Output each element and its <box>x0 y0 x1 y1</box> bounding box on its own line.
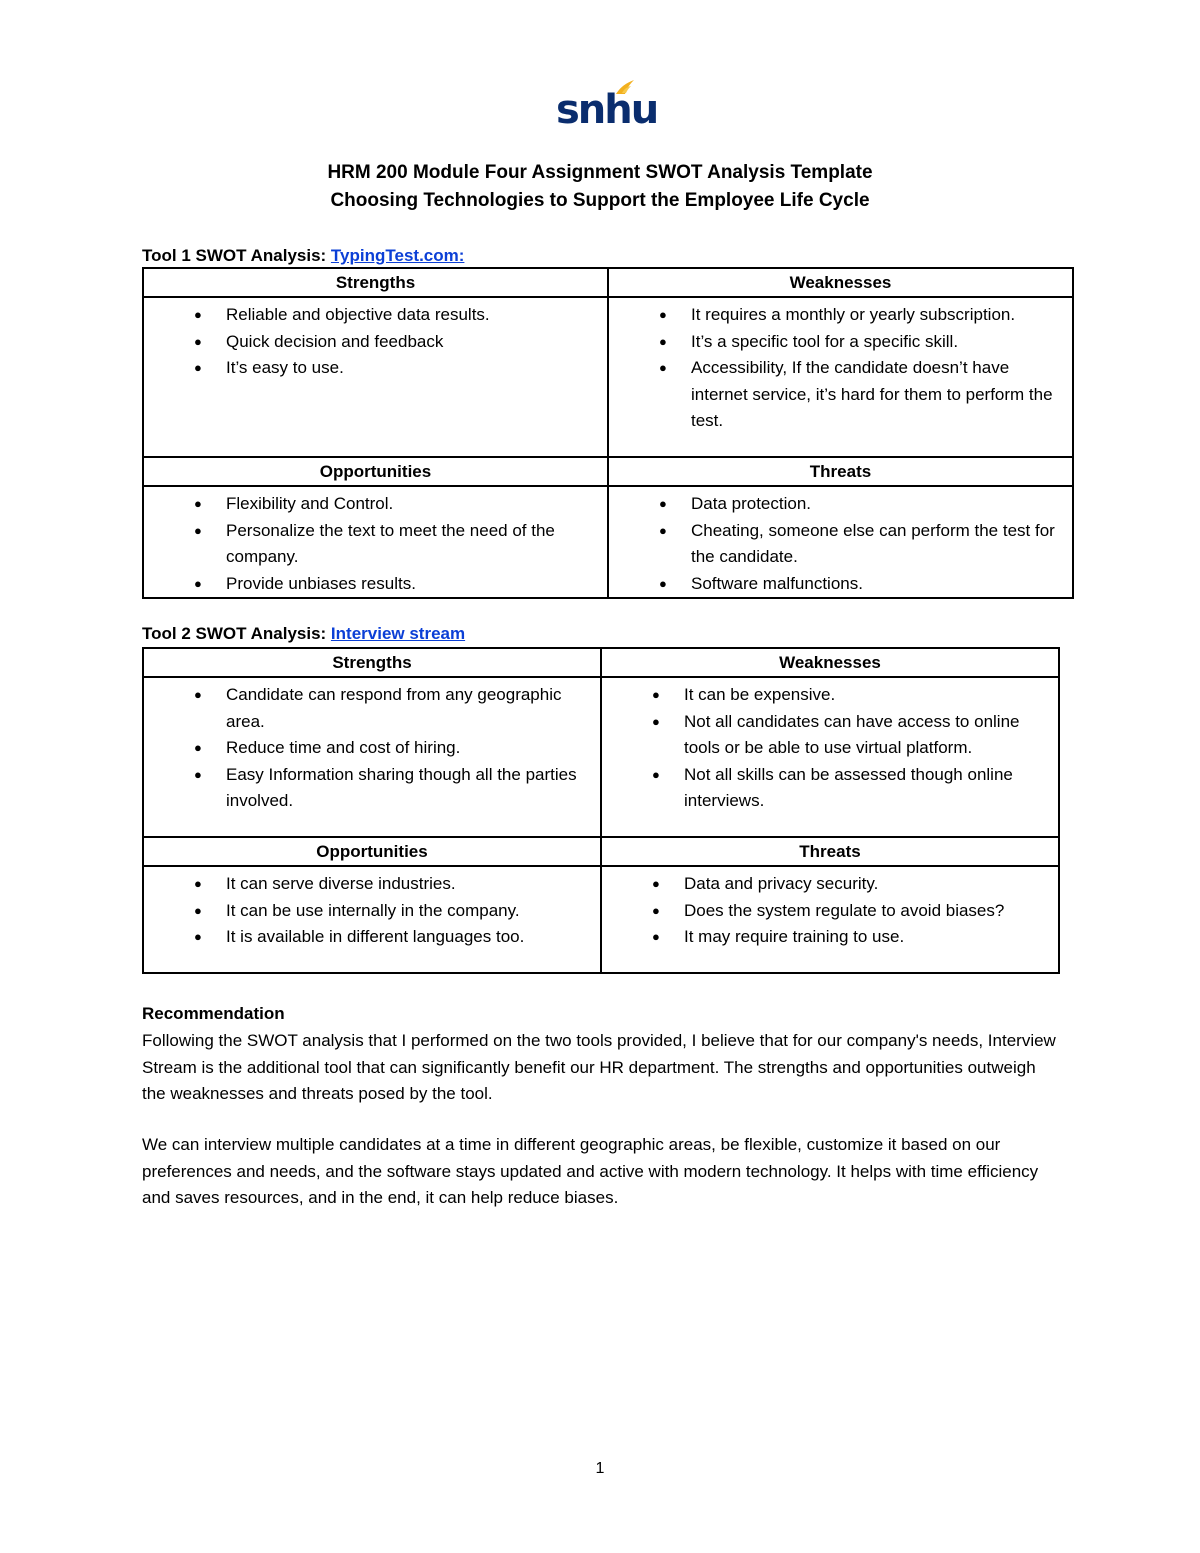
list-item: ● Quick decision and feedback <box>144 329 607 356</box>
list-item: ● It requires a monthly or yearly subscription. <box>609 302 1072 329</box>
recommendation-heading: Recommendation <box>142 1004 285 1023</box>
tool1-threats-header: Threats <box>608 457 1073 486</box>
list-item: ● Does the system regulate to avoid biases? <box>602 898 1058 925</box>
tool1-weaknesses-list <box>609 298 1072 435</box>
tool2-weaknesses-cell <box>601 677 1059 837</box>
tool2-threats-list <box>602 867 1058 951</box>
list-item: ● It can be expensive. <box>602 682 1058 709</box>
tool1-strengths-header: Strengths <box>143 268 608 297</box>
tool2-strengths-header: Strengths <box>143 648 601 677</box>
tool1-threats-list <box>609 487 1072 597</box>
list-item: ● It’s a specific tool for a specific skill. <box>609 329 1072 356</box>
tool1-swot-table <box>142 267 1074 599</box>
list-item: ● Provide unbiases results. <box>144 571 607 598</box>
tool2-weaknesses-header: Weaknesses <box>601 648 1059 677</box>
tool2-swot-table <box>142 647 1060 974</box>
tool2-strengths-cell <box>143 677 601 837</box>
tool1-strengths-cell <box>143 297 608 457</box>
list-item: ● Reduce time and cost of hiring. <box>144 735 600 762</box>
list-item: ● Software malfunctions. <box>609 571 1072 598</box>
tool1-threats-cell <box>608 486 1073 598</box>
list-item: ● Data and privacy security. <box>602 871 1058 898</box>
document-subtitle: Choosing Technologies to Support the Employee Life Cycle <box>330 190 870 211</box>
tool2-threats-header: Threats <box>601 837 1059 866</box>
list-item: ● It is available in different languages too. <box>144 924 600 951</box>
tool1-heading <box>142 245 464 267</box>
tool1-label: Tool 1 SWOT Analysis: <box>142 246 331 265</box>
tool2-opportunities-cell <box>143 866 601 973</box>
list-item: ● Personalize the text to meet the need of the company. <box>144 518 607 571</box>
list-item: ● It may require training to use. <box>602 924 1058 951</box>
list-item: ● Cheating, someone else can perform the test for the candidate. <box>609 518 1072 571</box>
snhu-logo <box>556 78 658 134</box>
tool1-weaknesses-header: Weaknesses <box>608 268 1073 297</box>
tool2-opportunities-list <box>144 867 600 951</box>
recommendation-paragraph-2: We can interview multiple candidates at a time in different geographic areas, be flexible, customize it based on our preferences and needs, and the software stays updated and active with modern technology. It helps with time efficiency and saves resources, and in the end, it can help reduce biases. <box>142 1135 1039 1207</box>
list-item: ● Easy Information sharing though all the parties involved. <box>144 762 600 815</box>
list-item: ● Not all skills can be assessed though online interviews. <box>602 762 1058 815</box>
list-item: ● Flexibility and Control. <box>144 491 607 518</box>
tool2-strengths-list <box>144 678 600 815</box>
logo-wordmark: snhu <box>556 87 658 133</box>
tool1-weaknesses-cell <box>608 297 1073 457</box>
list-item: ● Candidate can respond from any geographic area. <box>144 682 600 735</box>
tool1-strengths-list <box>144 298 607 382</box>
tool1-opportunities-header: Opportunities <box>143 457 608 486</box>
tool2-label: Tool 2 SWOT Analysis: <box>142 624 331 643</box>
tool2-opportunities-header: Opportunities <box>143 837 601 866</box>
tool1-link[interactable]: TypingTest.com: <box>330 246 465 265</box>
list-item: ● It can serve diverse industries. <box>144 871 600 898</box>
page-number: 1 <box>595 1460 605 1477</box>
tool1-opportunities-cell <box>143 486 608 598</box>
document-title: HRM 200 Module Four Assignment SWOT Analysis Template <box>327 162 873 183</box>
tool2-link[interactable]: Interview stream <box>330 624 466 643</box>
list-item: ● Data protection. <box>609 491 1072 518</box>
tool2-threats-cell <box>601 866 1059 973</box>
tool2-heading <box>142 623 465 645</box>
list-item: ● It’s easy to use. <box>144 355 607 382</box>
list-item: ● Reliable and objective data results. <box>144 302 607 329</box>
tool1-opportunities-list <box>144 487 607 597</box>
tool2-weaknesses-list <box>602 678 1058 815</box>
list-item: ● Not all candidates can have access to online tools or be able to use virtual platform. <box>602 709 1058 762</box>
list-item: ● Accessibility, If the candidate doesn’t have internet service, it’s hard for them to perform the test. <box>609 355 1072 435</box>
list-item: ● It can be use internally in the company. <box>144 898 600 925</box>
recommendation-paragraph-1: Following the SWOT analysis that I performed on the two tools provided, I believe that for our company's needs, Interview Stream is the additional tool that can significantly benefit our HR department. The strengths and opportunities outweigh the weaknesses and threats posed by the tool. <box>142 1031 1056 1103</box>
